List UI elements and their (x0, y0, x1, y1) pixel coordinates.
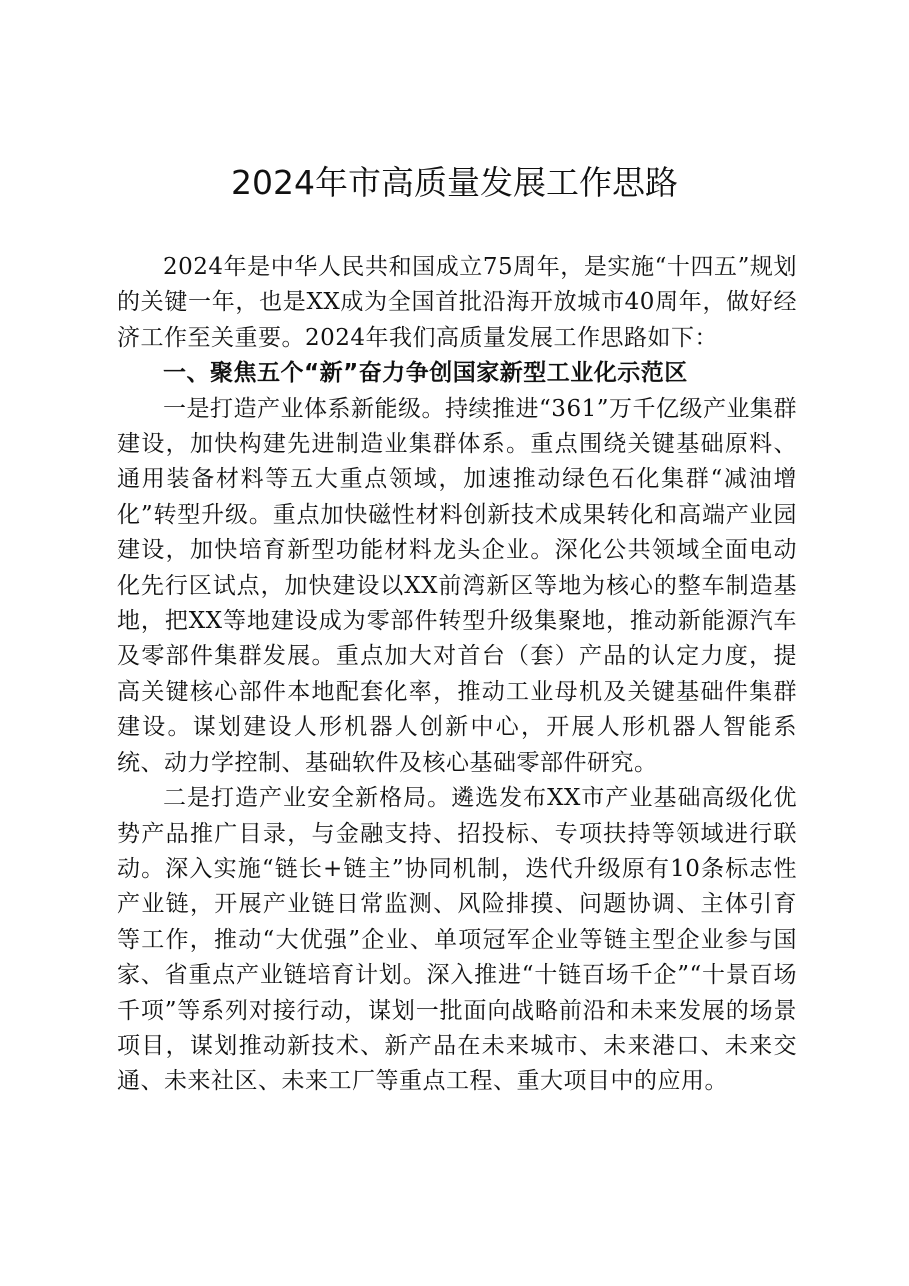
document-body (117, 250, 797, 1100)
section-1-heading: 一、聚焦五个“新”奋力争创国家新型工业化示范区 (163, 360, 688, 387)
paragraph-industry-security: 二是打造产业安全新格局。遴选发布XX市产业基础高级化优势产品推广目录，与金融支持、招投标、专项扶持等领域进行联动。深入实施“链长+链主”协同机制，迭代升级原有10条标志性产业链，开展产业链日常监测、风险排摸、问题协调、主体引育等工作，推动“大优强”企业、单项冠军企业等链主型企业参与国家、省重点产业链培育计划。深入推进“十链百场千企”“十景百场千项”等系列对接行动，谋划一批面向战略前沿和未来发展的场景项目，谋划推动新技术、新产品在未来城市、未来港口、未来交通、未来社区、未来工厂等重点工程、重大项目中的应用。 (117, 785, 797, 1095)
intro-paragraph: 2024年是中华人民共和国成立75周年，是实施“十四五”规划的关键一年，也是XX成为全国首批沿海开放城市40周年，做好经济工作至关重要。2024年我们高质量发展工作思路如下： (117, 254, 797, 351)
paragraph-industry-system: 一是打造产业体系新能级。持续推进“361”万千亿级产业集群建设，加快构建先进制造业集群体系。重点围绕关键基础原料、通用装备材料等五大重点领域，加速推动绿色石化集群“减油增化”转型升级。重点加快磁性材料创新技术成果转化和高端产业园建设，加快培育新型功能材料龙头企业。深化公共领域全面电动化先行区试点，加快建设以XX前湾新区等地为核心的整车制造基地，把XX等地建设成为零部件转型升级集聚地，推动新能源汽车及零部件集群发展。重点加大对首台（套）产品的认定力度，提高关键核心部件本地配套化率，推动工业母机及关键基础件集群建设。谋划建设人形机器人创新中心，开展人形机器人智能系统、动力学控制、基础软件及核心基础零部件研究。 (117, 395, 797, 776)
document-title: 2024年市高质量发展工作思路 (231, 163, 678, 202)
